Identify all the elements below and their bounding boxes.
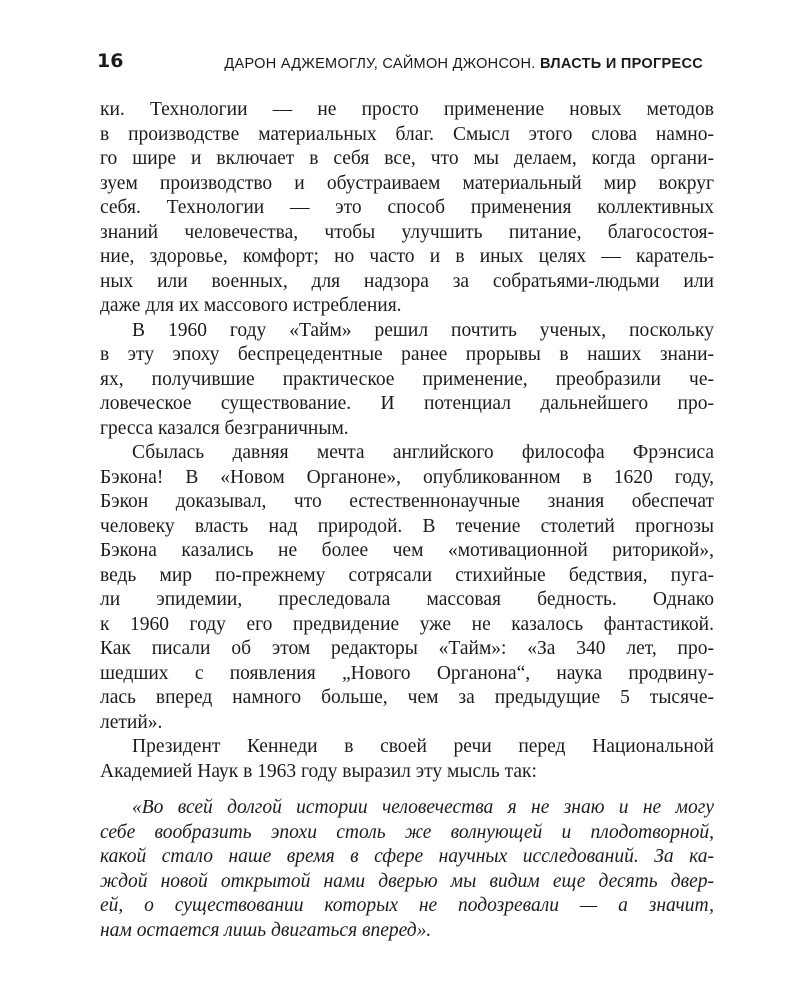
text-line: лась вперед намного больше, чем за предыдущие 5 тысяче-: [100, 687, 714, 708]
paragraph: [100, 98, 714, 319]
text-line: Президент Кеннеди в своей речи перед Национальной: [132, 736, 714, 757]
text-line: ведь мир по-прежнему сотрясали стихийные бедствия, пуга-: [100, 564, 714, 586]
running-head-book-title: ВЛАСТЬ И ПРОГРЕСС: [539, 56, 703, 72]
text-line: даже для их массового истребления.: [100, 295, 402, 316]
text-line: ли эпидемии, преследовала массовая бедность. Однако: [100, 589, 714, 610]
text-line: себя. Технологии — это способ применения коллективных: [100, 197, 714, 218]
quote-line: нам остается лишь двигаться вперед».: [100, 919, 432, 941]
quote-line: ей, о существовании которых не подозревали — а значит,: [100, 895, 714, 916]
quote-line: «Во всей долгой истории человечества я не знаю и не могу: [132, 797, 714, 818]
text-line: ки. Технологии — не просто применение новых методов: [100, 99, 714, 120]
running-head: [224, 56, 703, 72]
text-line: Бэкона казались не более чем «мотивационной риторикой»,: [100, 540, 714, 561]
quote-line: ждой новой открытой нами дверью мы видим еще десять двер-: [100, 870, 714, 892]
text-line: Как писали об этом редакторы «Тайм»: «За 340 лет, про-: [100, 638, 714, 659]
text-line: Академией Наук в 1963 году выразил эту мысль так:: [100, 760, 537, 782]
paragraph: [100, 735, 714, 784]
paragraph: [100, 319, 714, 442]
text-line: Бэкона! В «Новом Органоне», опубликованном в 1620 году,: [100, 466, 714, 488]
text-line: в производстве материальных благ. Смысл этого слова намно-: [100, 123, 714, 145]
body-text: [100, 98, 714, 784]
text-line: ях, получившие практическое применение, преобразили че-: [100, 368, 714, 390]
text-line: В 1960 году «Тайм» решил почтить ученых, поскольку: [132, 319, 714, 341]
text-line: Бэкон доказывал, что естественнонаучные знания обеспечат: [100, 491, 714, 512]
paragraph: [100, 441, 714, 735]
page-number: 16: [97, 50, 124, 72]
text-line: го шире и включает в себя все, что мы делаем, когда органи-: [100, 148, 714, 169]
text-line: к 1960 году его предвидение уже не казалось фантастикой.: [100, 613, 714, 635]
text-line: знаний человечества, чтобы улучшить питание, благосостоя-: [100, 221, 714, 243]
text-line: шедших с появления „Нового Органона“, наука продвину-: [100, 662, 714, 684]
text-line: ние, здоровье, комфорт; но часто и в иных целях — каратель-: [100, 246, 714, 267]
text-line: гресса казался безграничным.: [100, 417, 349, 439]
text-line: Сбылась давняя мечта английского философа Фрэнсиса: [132, 442, 714, 463]
text-line: в эту эпоху беспрецедентные ранее прорывы в наших знани-: [100, 344, 714, 365]
text-line: летий».: [100, 711, 163, 733]
text-line: человеку власть над природой. В течение столетий прогнозы: [100, 515, 714, 537]
text-line: зуем производство и обустраиваем материальный мир вокруг: [100, 172, 714, 194]
text-line: ловеческое существование. И потенциал дальнейшего про-: [100, 393, 714, 414]
quote-line: себе вообразить эпохи столь же волнующей и плодотворной,: [100, 821, 714, 843]
kennedy-quote: [100, 796, 714, 943]
quote-line: какой стало наше время в сфере научных исследований. За ка-: [100, 846, 714, 867]
text-line: ных или военных, для надзора за собратьями-людьми или: [100, 270, 714, 292]
running-head-authors: ДАРОН АДЖЕМОГЛУ, САЙМОН ДЖОНСОН.: [224, 56, 536, 72]
